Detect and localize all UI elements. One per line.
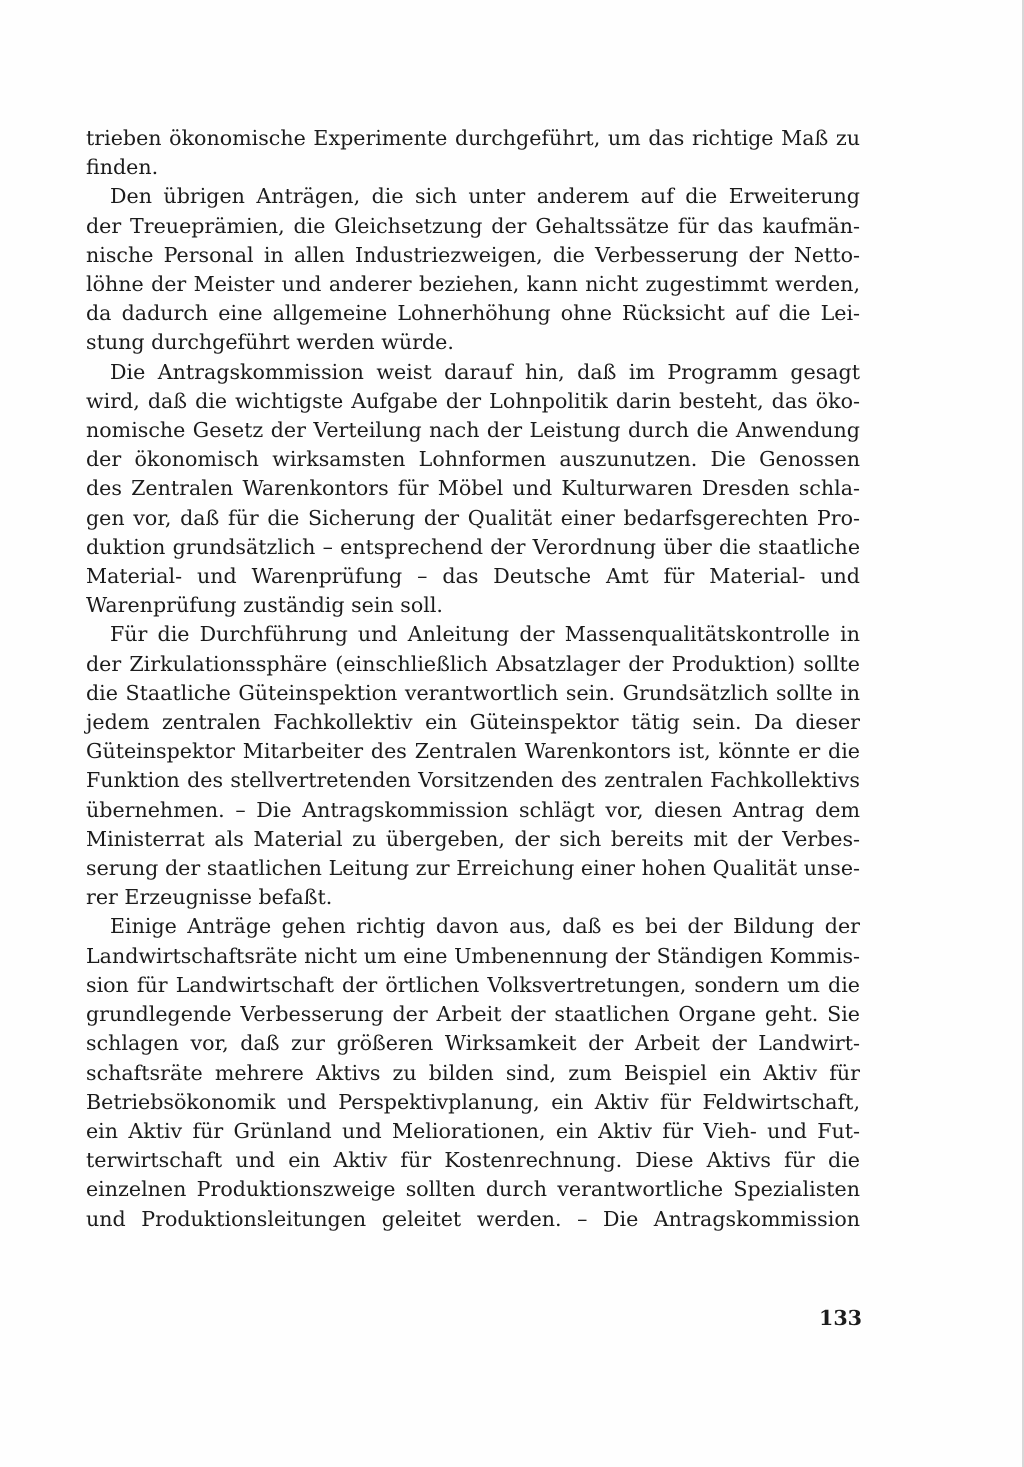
text-line: duktion grundsätzlich – entsprechend der Verordnung über die staatliche	[86, 534, 860, 559]
text-line: Für die Durchführung und Anleitung der Massenqualitätskontrolle in	[110, 622, 860, 647]
text-line: grundlegende Verbesserung der Arbeit der staatlichen Organe geht. Sie	[86, 1002, 860, 1027]
text-line: und Produktionsleitungen geleitet werden. – Die Antragskommission	[86, 1206, 860, 1231]
text-line: der Zirkulationssphäre (einschließlich Absatzlager der Produktion) sollte	[86, 651, 860, 676]
text-line: trieben ökonomische Experimente durchgeführt, um das richtige Maß zu	[86, 126, 860, 150]
paragraph	[86, 124, 860, 182]
text-line: Güteinspektor Mitarbeiter des Zentralen Warenkontors ist, könnte er die	[86, 739, 860, 764]
text-line: nische Personal in allen Industriezweigen, die Verbesserung der Netto-	[86, 242, 860, 267]
text-line: nomische Gesetz der Verteilung nach der Leistung durch die Anwendung	[86, 418, 860, 443]
text-line: wird, daß die wichtigste Aufgabe der Lohnpolitik darin besteht, das öko-	[86, 388, 860, 413]
paragraph	[86, 182, 860, 357]
text-line: gen vor, daß für die Sicherung der Qualität einer bedarfsgerechten Pro-	[86, 505, 860, 530]
text-line: Material- und Warenprüfung – das Deutsche Amt für Material- und	[86, 564, 860, 589]
text-line: terwirtschaft und ein Aktiv für Kostenrechnung. Diese Aktivs für die	[86, 1148, 860, 1173]
text-line: Den übrigen Anträgen, die sich unter anderem auf die Erweiterung	[110, 184, 860, 209]
text-line: stung durchgeführt werden würde.	[86, 330, 454, 355]
text-line: da dadurch eine allgemeine Lohnerhöhung ohne Rücksicht auf die Lei-	[86, 301, 860, 326]
page-number: 133	[819, 1306, 862, 1330]
text-line: finden.	[86, 155, 159, 180]
text-line: ein Aktiv für Grünland und Meliorationen, ein Aktiv für Vieh- und Fut-	[86, 1118, 860, 1143]
text-line: Funktion des stellvertretenden Vorsitzenden des zentralen Fachkollektivs	[86, 768, 860, 793]
text-line: Die Antragskommission weist darauf hin, daß im Programm gesagt	[110, 359, 860, 384]
body-text	[86, 124, 860, 1234]
text-line: schaftsräte mehrere Aktivs zu bilden sind, zum Beispiel ein Aktiv für	[86, 1060, 860, 1085]
text-line: der Treueprämien, die Gleichsetzung der Gehaltssätze für das kaufmän-	[86, 213, 860, 238]
text-line: Warenprüfung zuständig sein soll.	[86, 593, 443, 618]
text-line: des Zentralen Warenkontors für Möbel und Kulturwaren Dresden schla-	[86, 476, 860, 501]
paragraph	[86, 912, 860, 1233]
text-line: Einige Anträge gehen richtig davon aus, daß es bei der Bildung der	[110, 914, 860, 939]
text-line: Landwirtschaftsräte nicht um eine Umbenennung der Ständigen Kommis-	[86, 943, 860, 968]
text-line: die Staatliche Güteinspektion verantwortlich sein. Grundsätzlich sollte in	[86, 680, 860, 705]
text-line: jedem zentralen Fachkollektiv ein Güteinspektor tätig sein. Da dieser	[86, 710, 860, 735]
paragraph	[86, 620, 860, 912]
text-line: Ministerrat als Material zu übergeben, der sich bereits mit der Verbes-	[86, 826, 860, 851]
text-line: schlagen vor, daß zur größeren Wirksamkeit der Arbeit der Landwirt-	[86, 1031, 860, 1056]
paragraph	[86, 358, 860, 621]
text-line: serung der staatlichen Leitung zur Erreichung einer hohen Qualität unse-	[86, 856, 860, 881]
text-line: Betriebsökonomik und Perspektivplanung, ein Aktiv für Feldwirtschaft,	[86, 1089, 860, 1114]
text-line: löhne der Meister und anderer beziehen, kann nicht zugestimmt werden,	[86, 272, 860, 297]
text-line: rer Erzeugnisse befaßt.	[86, 885, 333, 910]
text-line: einzelnen Produktionszweige sollten durch verantwortliche Spezialisten	[86, 1177, 860, 1202]
text-line: sion für Landwirtschaft der örtlichen Volksvertretungen, sondern um die	[86, 972, 860, 997]
text-line: übernehmen. – Die Antragskommission schlägt vor, diesen Antrag dem	[86, 797, 860, 822]
text-line: der ökonomisch wirksamsten Lohnformen auszunutzen. Die Genossen	[86, 447, 860, 472]
